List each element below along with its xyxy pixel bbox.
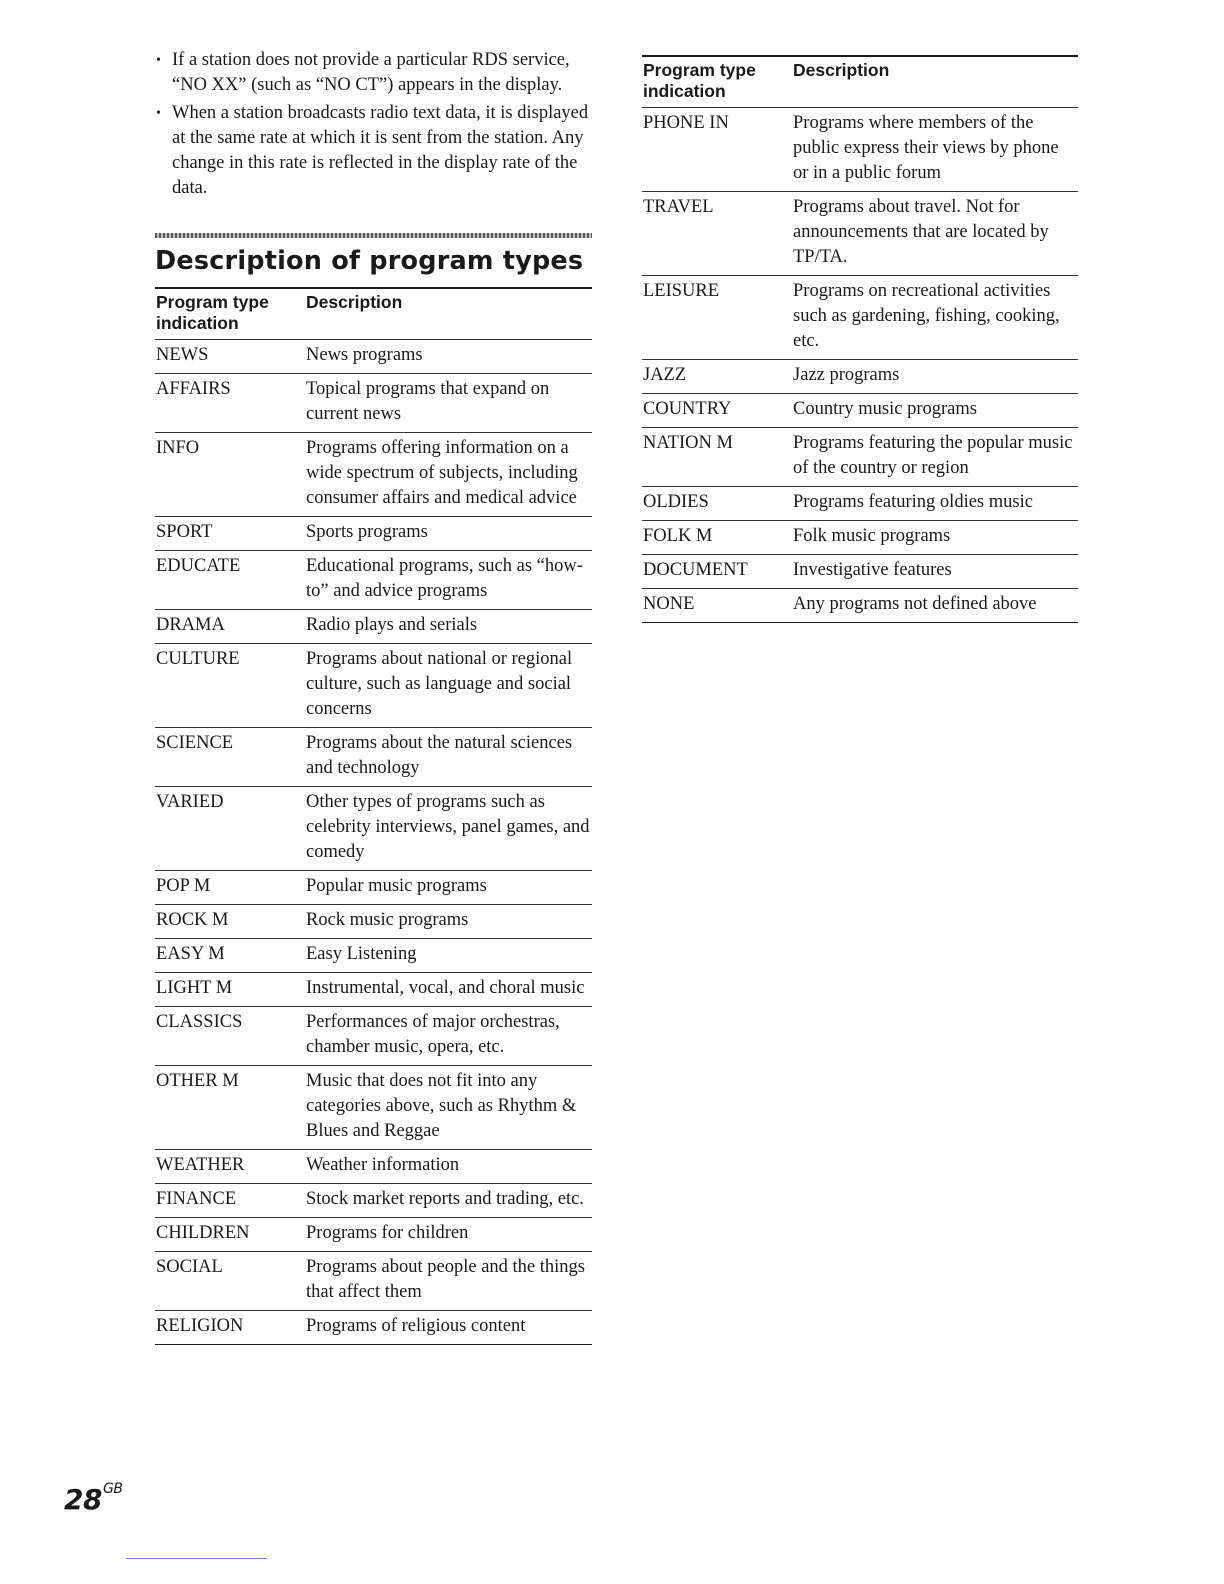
program-code: SCIENCE (155, 728, 305, 787)
table-row (155, 644, 592, 728)
table-row (155, 1252, 592, 1311)
table-row (642, 276, 1078, 360)
program-code: FINANCE (155, 1184, 305, 1218)
bullet-icon: • (156, 53, 161, 68)
table-header-row (642, 56, 1078, 108)
program-description: Programs of religious content (305, 1311, 592, 1345)
program-description: Programs about people and the things that affect them (305, 1252, 592, 1311)
table-body-left (155, 340, 592, 1345)
program-description: Educational programs, such as “how-to” and advice programs (305, 551, 592, 610)
table-row (155, 1066, 592, 1150)
table-row (155, 374, 592, 433)
table-row (155, 1311, 592, 1345)
program-description: Folk music programs (792, 521, 1078, 555)
program-description: Programs where members of the public express their views by phone or in a public forum (792, 108, 1078, 192)
program-code: INFO (155, 433, 305, 517)
program-code: ROCK M (155, 905, 305, 939)
program-description: Programs about the natural sciences and technology (305, 728, 592, 787)
program-code: RELIGION (155, 1311, 305, 1345)
program-code: CLASSICS (155, 1007, 305, 1066)
program-code: TRAVEL (642, 192, 792, 276)
table-row (155, 939, 592, 973)
table-row (642, 192, 1078, 276)
table-row (642, 487, 1078, 521)
program-code: EDUCATE (155, 551, 305, 610)
program-code: DOCUMENT (642, 555, 792, 589)
program-description: Easy Listening (305, 939, 592, 973)
program-description: Radio plays and serials (305, 610, 592, 644)
program-description: Other types of programs such as celebrity interviews, panel games, and comedy (305, 787, 592, 871)
table-body-right (642, 108, 1078, 623)
program-description: Programs featuring the popular music of the country or region (792, 428, 1078, 487)
program-description: Weather information (305, 1150, 592, 1184)
program-code: OTHER M (155, 1066, 305, 1150)
program-code: COUNTRY (642, 394, 792, 428)
program-code: FOLK M (642, 521, 792, 555)
rds-note-item: • If a station does not provide a particular RDS service, “NO XX” (such as “NO CT”) appears in the display. (156, 50, 570, 95)
program-code: PHONE IN (642, 108, 792, 192)
program-code: WEATHER (155, 1150, 305, 1184)
header-indication: Program type indication (642, 56, 792, 108)
program-description: Programs about national or regional culture, such as language and social concerns (305, 644, 592, 728)
program-types-table-right (642, 55, 1078, 623)
table-row (155, 871, 592, 905)
program-description: Investigative features (792, 555, 1078, 589)
program-description: Programs about travel. Not for announcements that are located by TP/TA. (792, 192, 1078, 276)
program-description: Popular music programs (305, 871, 592, 905)
program-code: AFFAIRS (155, 374, 305, 433)
program-code: NONE (642, 589, 792, 623)
table-row (155, 433, 592, 517)
table-row (155, 787, 592, 871)
footer-line (126, 1558, 267, 1559)
program-description: Music that does not fit into any categories above, such as Rhythm & Blues and Reggae (305, 1066, 592, 1150)
table-row (155, 728, 592, 787)
section-title: Description of program types (155, 246, 584, 276)
rds-note-item: • When a station broadcasts radio text data, it is displayed at the same rate at which it is sent from the station. Any change in this rate is reflected in the display rate of the data. (156, 103, 589, 198)
table-row (155, 551, 592, 610)
table-row (155, 973, 592, 1007)
table-row (642, 589, 1078, 623)
program-code: NATION M (642, 428, 792, 487)
table-row (155, 1218, 592, 1252)
header-indication: Program type indication (155, 288, 305, 340)
table-row (642, 360, 1078, 394)
program-description: Performances of major orchestras, chamber music, opera, etc. (305, 1007, 592, 1066)
program-description: Any programs not defined above (792, 589, 1078, 623)
program-description: Programs offering information on a wide spectrum of subjects, including consumer affairs and medical advice (305, 433, 592, 517)
program-code: POP M (155, 871, 305, 905)
header-description: Description (792, 56, 1078, 108)
section-divider (155, 233, 592, 238)
table-header-row (155, 288, 592, 340)
page-suffix: GB (102, 1481, 123, 1497)
program-description: Country music programs (792, 394, 1078, 428)
table-row (642, 428, 1078, 487)
table-row (155, 1150, 592, 1184)
program-code: CULTURE (155, 644, 305, 728)
program-code: EASY M (155, 939, 305, 973)
program-code: VARIED (155, 787, 305, 871)
program-description: Topical programs that expand on current news (305, 374, 592, 433)
program-code: LEISURE (642, 276, 792, 360)
program-code: JAZZ (642, 360, 792, 394)
program-description: Programs featuring oldies music (792, 487, 1078, 521)
program-code: LIGHT M (155, 973, 305, 1007)
table-row (155, 1184, 592, 1218)
table-row (642, 555, 1078, 589)
program-code: NEWS (155, 340, 305, 374)
program-description: Jazz programs (792, 360, 1078, 394)
table-row (155, 340, 592, 374)
program-code: DRAMA (155, 610, 305, 644)
table-row (155, 905, 592, 939)
rds-notes-list (155, 48, 592, 201)
table-row (642, 394, 1078, 428)
program-code: OLDIES (642, 487, 792, 521)
program-description: Sports programs (305, 517, 592, 551)
program-types-table-left (155, 287, 592, 1345)
program-code: SPORT (155, 517, 305, 551)
left-column (155, 48, 592, 1345)
table-row (642, 521, 1078, 555)
right-column (642, 55, 1078, 623)
table-row (642, 108, 1078, 192)
bullet-icon: • (156, 106, 161, 121)
header-description: Description (305, 288, 592, 340)
table-row (155, 517, 592, 551)
program-description: Rock music programs (305, 905, 592, 939)
program-code: CHILDREN (155, 1218, 305, 1252)
table-row (155, 1007, 592, 1066)
program-description: Instrumental, vocal, and choral music (305, 973, 592, 1007)
program-description: Programs on recreational activities such as gardening, fishing, cooking, etc. (792, 276, 1078, 360)
page-number: $28^{GB}$ (64, 1481, 123, 1516)
program-code: SOCIAL (155, 1252, 305, 1311)
program-description: News programs (305, 340, 592, 374)
program-description: Programs for children (305, 1218, 592, 1252)
table-row (155, 610, 592, 644)
program-description: Stock market reports and trading, etc. (305, 1184, 592, 1218)
